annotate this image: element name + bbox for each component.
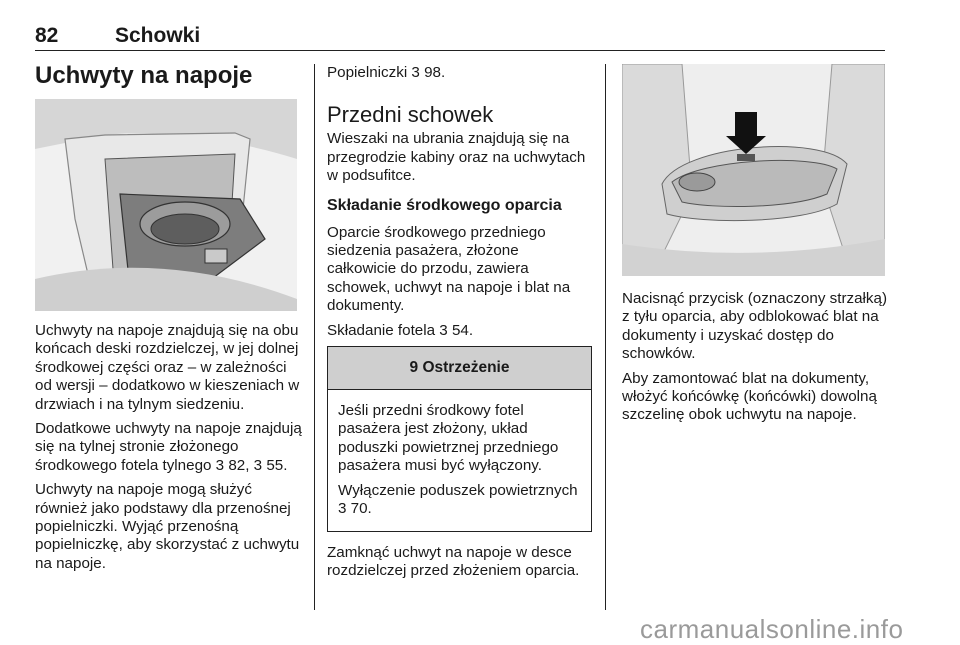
paragraph: Uchwyty na napoje mogą służyć również jako podstawy dla przenośnej popielniczki. Wyjąć przenośną popielniczkę, aby skorzystać z uchwytu na napoje. xyxy=(35,481,300,572)
section-heading-cupholders: Uchwyty na napoje xyxy=(35,62,253,89)
chapter-title: Schowki xyxy=(115,24,201,47)
warning-title: 9 Ostrzeżenie xyxy=(328,347,591,390)
center-backrest-illustration xyxy=(622,64,885,276)
column-divider-2 xyxy=(605,64,606,610)
warning-box xyxy=(327,346,592,531)
paragraph: Dodatkowe uchwyty na napoje znajdują się na tylnej stronie złożonego środkowego fotela tylnego 3 82, 3 55. xyxy=(35,420,302,474)
warning-paragraph: Jeśli przedni środkowy fotel pasażera jest złożony, układ poduszki powietrznej przedniego pasażera musi być wyłączony. xyxy=(338,402,559,475)
page-number: 82 xyxy=(35,24,59,47)
watermark: carmanualsonline.info xyxy=(640,614,904,644)
paragraph: Wieszaki na ubrania znajdują się na przegrodzie kabiny oraz na uchwytach w podsufitce. xyxy=(327,130,586,185)
section-heading-front-storage: Przedni schowek xyxy=(327,102,494,128)
paragraph: Oparcie środkowego przedniego siedzenia pasażera, złożone całkowicie do przodu, zawiera schowek, uchwyt na napoje i blat na dokumenty. xyxy=(327,223,571,315)
left-column xyxy=(35,62,303,90)
column-divider-1 xyxy=(314,64,315,610)
paragraph: Nacisnąć przycisk (oznaczony strzałką) z tyłu oparcia, aby odblokować blat na dokumenty i uzyskać dostęp do schowków. xyxy=(622,290,888,363)
right-text xyxy=(622,290,890,431)
middle-column xyxy=(327,64,592,586)
paragraph: Uchwyty na napoje znajdują się na obu końcach deski rozdzielczej, w jej dolnej środkowej części oraz – w zależności od wersji – dodatkowo w kieszeniach w drzwiach i na tylnym siedzeniu. xyxy=(35,322,300,413)
subheading-folding-backrest: Składanie środkowego oparcia xyxy=(327,196,562,214)
ashtray-reference: Popielniczki 3 98. xyxy=(327,64,446,81)
page-header xyxy=(35,24,201,48)
paragraph: Zamknąć uchwyt na napoje w desce rozdzielczej przed złożeniem oparcia. xyxy=(327,543,580,579)
warning-paragraph: Wyłączenie poduszek powietrznych 3 70. xyxy=(338,481,578,518)
cupholder-illustration xyxy=(35,99,297,311)
cupholder-drawing xyxy=(35,99,297,311)
backrest-drawing xyxy=(622,64,885,276)
paragraph: Aby zamontować blat na dokumenty, włożyć końcówkę (końcówki) dowolną szczelinę obok uchwytu na napoje. xyxy=(622,369,877,424)
warning-body xyxy=(328,390,591,530)
left-text xyxy=(35,322,305,579)
paragraph: Składanie fotela 3 54. xyxy=(327,321,474,339)
header-rule xyxy=(35,50,885,51)
